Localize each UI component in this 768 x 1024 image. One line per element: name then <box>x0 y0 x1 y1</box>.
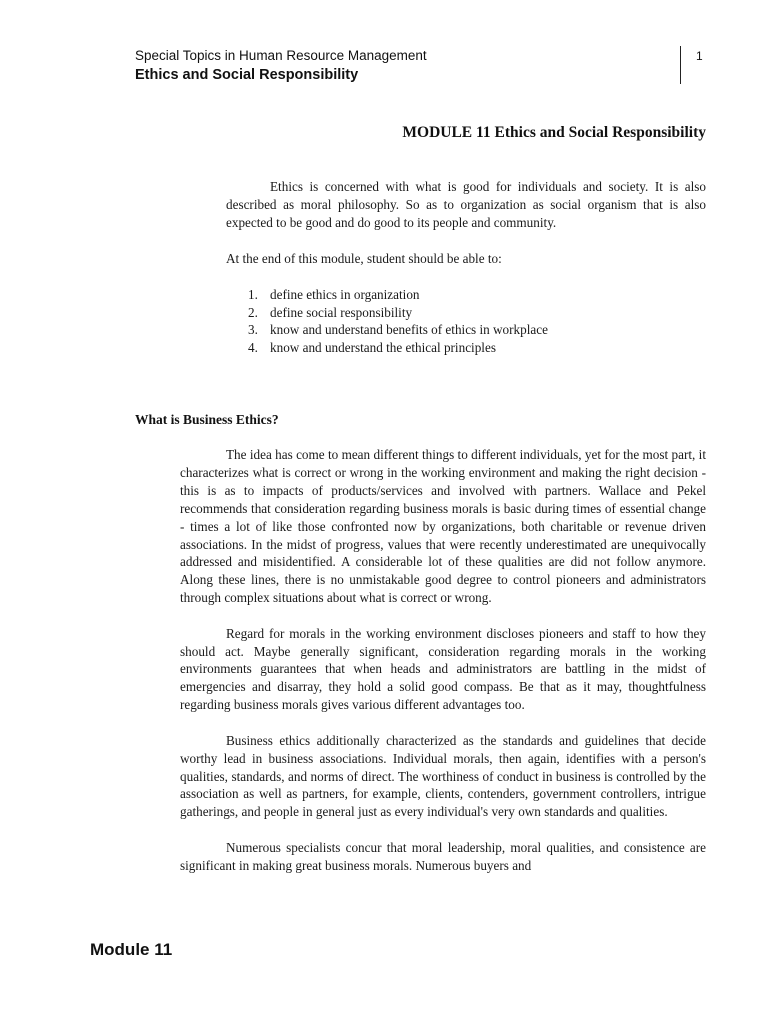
objectives-lead: At the end of this module, student should be able to: <box>226 251 502 266</box>
body-paragraph: Regard for morals in the working environment discloses pioneers and staff to how they should act. Maybe generally significant, consideration regarding morals in the working environments guarantees that when heads and administrators are battling in the midst of emergencies and disarray, they hold a solid good compass. Be that as it may, thoughtfulness regarding business morals gives various different advantages too. <box>180 625 706 713</box>
list-item-number: 1. <box>248 287 258 302</box>
page-number: 1 <box>696 49 703 63</box>
header-course-title: Special Topics in Human Resource Management <box>135 48 427 63</box>
list-item <box>248 339 708 357</box>
list-item-text: define ethics in organization <box>270 287 420 302</box>
list-item <box>248 304 708 322</box>
intro-section <box>226 178 706 232</box>
header-divider <box>680 46 681 84</box>
footer-module-label: Module 11 <box>90 940 173 959</box>
body-paragraph: The idea has come to mean different things to different individuals, yet for the most part, it characterizes what is correct or wrong in the working environment and making the right decision - this is as to impacts of products/services and involved with partners. Wallace and Pekel recommends that consideration regarding business morals is basic during times of essential change - times a lot of like those confronted now by organizations, both charitable or revenue driven associations. In the midst of progress, values that were recently underestimated are unequivocally addressed and misidentified. A considerable lot of these qualities are did not follow anymore. Along these lines, there is no unmistakable good degree to control pioneers and administrators through complex situations about what is correct or wrong. <box>180 447 706 606</box>
list-item <box>248 286 708 304</box>
header-document-title: Ethics and Social Responsibility <box>135 67 359 83</box>
list-item-text: know and understand the ethical principles <box>270 339 496 355</box>
list-item-number: 2. <box>248 304 258 320</box>
body-paragraph: Numerous specialists concur that moral leadership, moral qualities, and consistence are significant in making great business morals. Numerous buyers and <box>180 839 706 873</box>
objectives-list <box>248 286 708 356</box>
body-paragraph: Business ethics additionally characterized as the standards and guidelines that decide worthy lead in business associations. Individual morals, then again, identifies with a person's qualities, standards, and norms of direct. The worthiness of conduct in business is controlled by the association as well as partners, for example, clients, contenders, government controllers, intrigue gatherings, and people in general just as every individual's very own standards and qualities. <box>180 732 706 820</box>
list-item-number: 3. <box>248 322 258 337</box>
module-heading: MODULE 11 Ethics and Social Responsibility <box>402 124 706 141</box>
section-body <box>180 446 706 892</box>
section-heading: What is Business Ethics? <box>135 412 279 427</box>
intro-paragraph: Ethics is concerned with what is good for individuals and society. It is also described as moral philosophy. So as to organization as social organism that is also expected to be good and do good to its people and community. <box>226 179 706 230</box>
list-item-text: define social responsibility <box>270 304 413 320</box>
list-item-text: know and understand benefits of ethics in workplace <box>270 322 548 337</box>
list-item <box>248 321 708 339</box>
list-item-number: 4. <box>248 339 258 355</box>
